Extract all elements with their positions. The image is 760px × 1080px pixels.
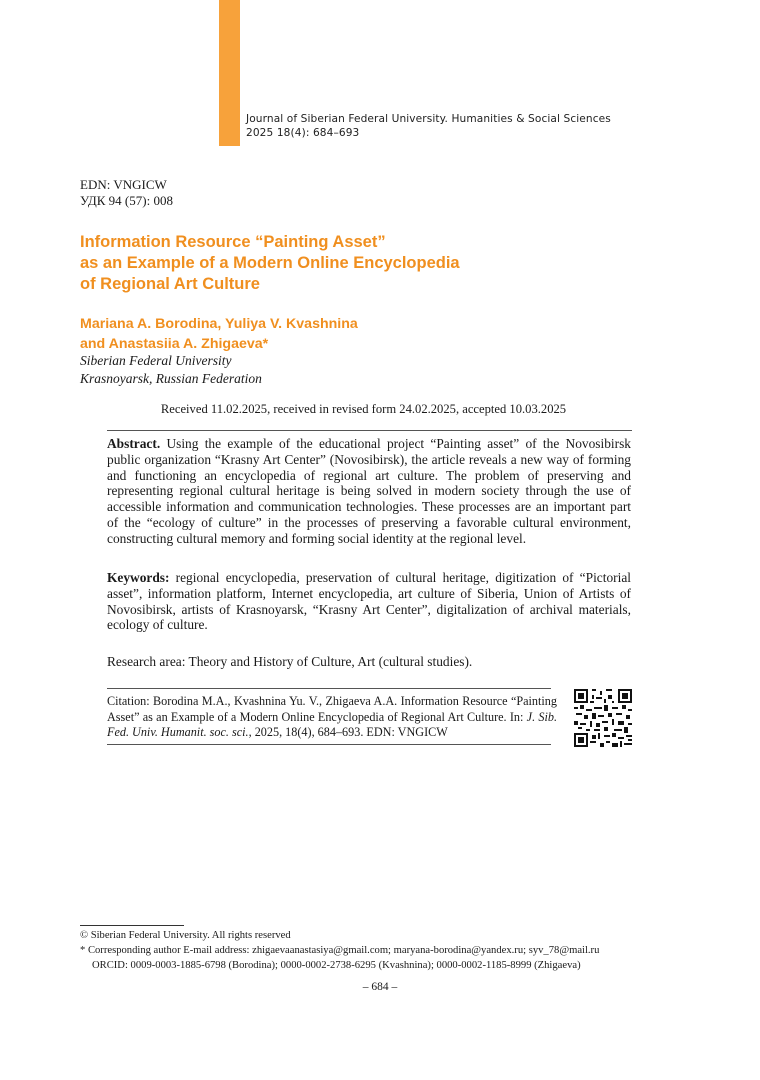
udk-code: УДК 94 (57): 008 — [80, 193, 173, 208]
citation — [107, 694, 557, 741]
title-line-2: as an Example of a Modern Online Encyclopedia — [80, 254, 460, 272]
divider — [107, 430, 632, 431]
identifiers — [80, 177, 173, 209]
footnote-divider — [80, 925, 184, 926]
page-number: – 684 – — [362, 981, 398, 993]
citation-rule-bottom — [107, 744, 551, 745]
copyright-note: © Siberian Federal University. All rights reserved — [80, 930, 291, 941]
header-accent-bar — [219, 0, 240, 146]
keywords-text: regional encyclopedia, preservation of cultural heritage, digitization of “Pictorial asset”, information platform, Internet encyclopedia, art culture of Siberia, Union of Artists of Novosibirsk, artists of Krasnoyarsk, “Krasny Art Center”, digitalization of archival materials, ecology of culture. — [107, 570, 631, 633]
corresponding-author-note: * Corresponding author E-mail address: zhigaevaanastasiya@gmail.com; maryana-borodina@yandex.ru; syv_78@mail.ru — [80, 944, 600, 956]
citation-text: Citation: Borodina M.A., Kvashnina Yu. V., Zhigaeva A.A. Information Resource “Painting Asset” as an Example of a Modern Online Encyclopedia of Regional Art Culture. In: — [107, 694, 557, 724]
citation-rule-top — [107, 688, 551, 689]
article-title — [80, 232, 600, 295]
authors — [80, 314, 500, 354]
abstract-text: Using the example of the educational project “Painting asset” of the Novosibirsk public organization “Krasny Art Center” (Novosibirsk), the article reveals a new way of forming and functioning an encyclopedia of regional art culture. The problem of preserving and representing regional cultural heritage is being solved in modern society through the use of accessible information and communication technologies. These processes are an important part of the “ecology of culture” in the processes of preserving a favorable cultural environment, constructing cultural memory and forming social identity at the regional level. — [107, 436, 631, 546]
qr-code-icon[interactable] — [574, 689, 632, 747]
citation-journal: J. Sib. Fed. Univ. Humanit. soc. sci. — [107, 709, 557, 740]
orcid-note: ORCID: 0009-0003-1885-6798 (Borodina); 0000-0002-2738-6295 (Kvashnina); 0000-0002-1185-8999 (Zhigaeva) — [92, 959, 581, 971]
keywords — [107, 570, 631, 633]
authors-line-2: and Anastasiia A. Zhigaeva* — [80, 336, 269, 352]
edn-code: EDN: VNGICW — [80, 177, 167, 192]
footnotes — [80, 929, 660, 973]
received-dates: Received 11.02.2025, received in revised form 24.02.2025, accepted 10.03.2025 — [160, 402, 567, 416]
abstract — [107, 436, 631, 547]
authors-line-1: Mariana A. Borodina, Yuliya V. Kvashnina — [80, 316, 358, 332]
title-line-3: of Regional Art Culture — [80, 275, 260, 293]
location: Krasnoyarsk, Russian Federation — [80, 371, 262, 386]
research-area: Research area: Theory and History of Culture, Art (cultural studies). — [107, 654, 473, 669]
affiliation-block — [80, 352, 262, 388]
citation-tail: , 2025, 18(4), 684–693. EDN: VNGICW — [248, 725, 448, 740]
abstract-label: Abstract. — [107, 436, 161, 451]
journal-issue: 2025 18(4): 684–693 — [246, 127, 360, 139]
journal-name: Journal of Siberian Federal University. Humanities & Social Sciences — [246, 113, 611, 125]
title-line-1: Information Resource “Painting Asset” — [80, 233, 386, 251]
keywords-label: Keywords: — [107, 570, 170, 585]
journal-header — [246, 112, 611, 140]
affiliation: Siberian Federal University — [80, 353, 232, 368]
